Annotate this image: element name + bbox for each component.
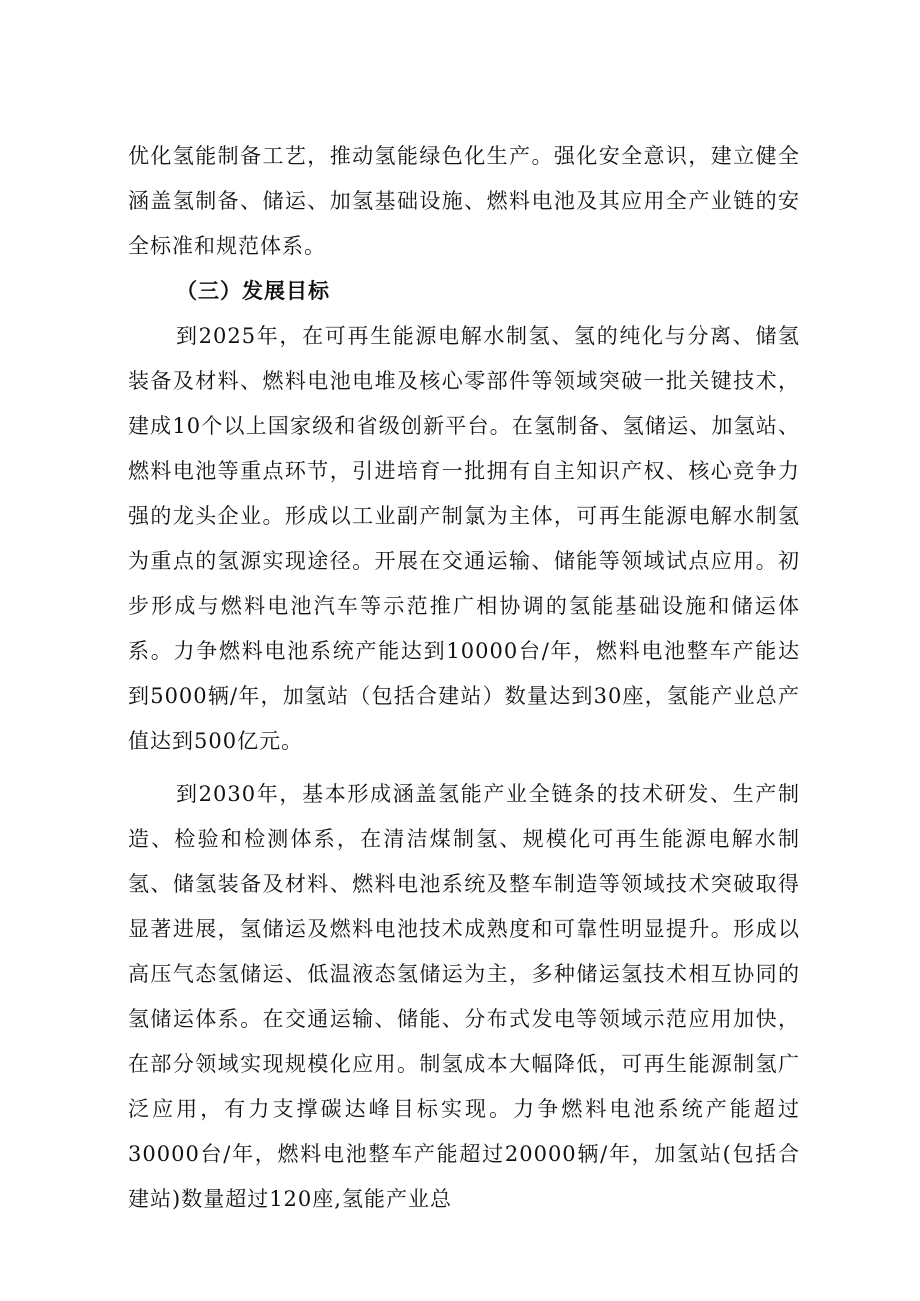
paragraph-continuation: 优化氢能制备工艺，推动氢能绿色化生产。强化安全意识，建立健全涵盖氢制备、储运、加氢基础设施、燃料电池及其应用全产业链的安全标准和规范体系。 <box>128 144 800 258</box>
paragraph-2030-goals: 到2030年，基本形成涵盖氢能产业全链条的技术研发、生产制造、检验和检测体系，在清洁煤制氢、规模化可再生能源电解水制氢、储氢装备及材料、燃料电池系统及整车制造等领域技术突破取得显著进展，氢储运及燃料电池技术成熟度和可靠性明显提升。形成以高压气态氢储运、低温液态氢储运为主，多种储运氢技术相互协同的氢储运体系。在交通运输、储能、分布式发电等领域示范应用加快，在部分领域实现规模化应用。制氢成本大幅降低，可再生能源制氢广泛应用，有力支撑碳达峰目标实现。力争燃料电池系统产能超过30000台/年，燃料电池整车产能超过20000辆/年，加氢站(包括合建站)数量超过120座,氢能产业总 <box>128 782 800 1211</box>
section-heading: （三）发展目标 <box>176 279 330 303</box>
body-text <box>128 134 800 1222</box>
paragraph-2025-goals: 到2025年，在可再生能源电解水制氢、氢的纯化与分离、储氢装备及材料、燃料电池电堆及核心零部件等领域突破一批关键技术，建成10个以上国家级和省级创新平台。在氢制备、氢储运、加氢站、燃料电池等重点环节，引进培育一批拥有自主知识产权、核心竞争力强的龙头企业。形成以工业副产制氯为主体，可再生能源电解水制氢为重点的氢源实现途径。开展在交通运输、储能等领域试点应用。初步形成与燃料电池汽车等示范推广相协调的氢能基础设施和储运体系。力争燃料电池系统产能达到10000台/年，燃料电池整车产能达到5000辆/年，加氢站（包括合建站）数量达到30座，氢能产业总产值达到500亿元。 <box>128 324 800 753</box>
